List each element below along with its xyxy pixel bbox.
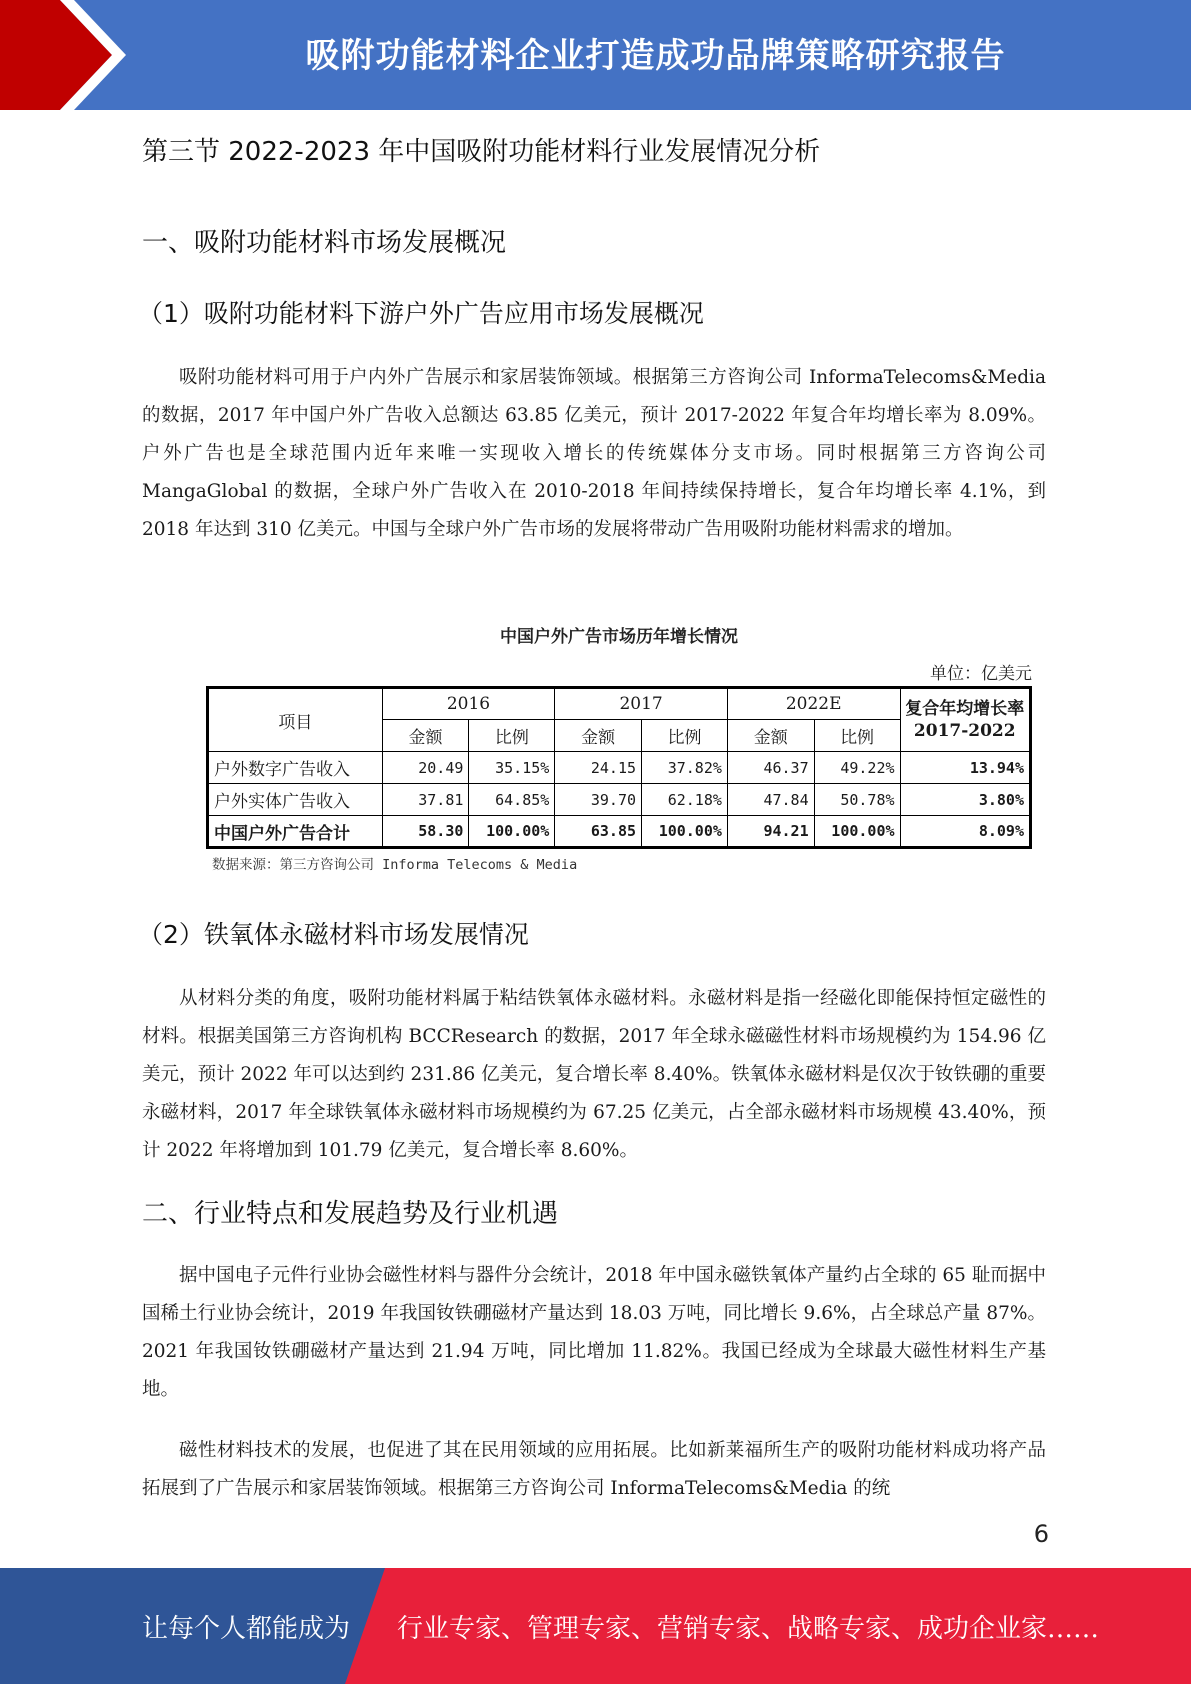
cell-cagr: 13.94%	[900, 752, 1030, 784]
footer-slogan-right: 行业专家、管理专家、营销专家、战略专家、成功企业家……	[397, 1613, 1100, 1644]
cell-value: 46.37	[727, 752, 814, 784]
cell-value: 49.22%	[814, 752, 900, 784]
cell-value: 47.84	[727, 784, 814, 816]
row-label: 户外数字广告收入	[208, 752, 383, 784]
paragraph-outdoor-advertising: 吸附功能材料可用于户内外广告展示和家居装饰领域。根据第三方咨询公司 InformaTelecoms&Media 的数据，2017 年中国户外广告收入总额达 63.85 亿美元，预计 2017-2022 年复合年均增长率为 8.09%。户外广告也是全球范围内近年来唯一实现收入增长的传统媒体分支市场。同时根据第三方咨询公司 MangaGlobal 的数据，全球户外广告收入在 2010-2018 年间持续保持增长，复合年均增长率 4.1%，到 2018 年达到 310 亿美元。中国与全球户外广告市场的发展将带动广告用吸附功能材料需求的增加。	[142, 367, 1046, 540]
cell-value: 100.00%	[469, 816, 555, 848]
cell-value: 94.21	[727, 816, 814, 848]
page-footer	[0, 1568, 1191, 1684]
cell-value: 64.85%	[469, 784, 555, 816]
cell-value: 62.18%	[642, 784, 728, 816]
report-title: 吸附功能材料企业打造成功品牌策略研究报告	[305, 36, 1006, 76]
cell-value: 100.00%	[642, 816, 728, 848]
cell-value: 100.00%	[814, 816, 900, 848]
page-header	[0, 0, 1191, 110]
heading-market-overview: 一、吸附功能材料市场发展概况	[142, 228, 507, 258]
cell-value: 37.81	[382, 784, 469, 816]
header-cagr-label: 复合年均增长率	[905, 699, 1025, 719]
cell-cagr: 3.80%	[900, 784, 1030, 816]
section-title: 第三节 2022-2023 年中国吸附功能材料行业发展情况分析	[142, 137, 821, 167]
header-cagr	[900, 688, 1030, 752]
table-block	[206, 622, 1032, 873]
subheader-ratio: 比例	[814, 720, 900, 752]
table-unit: 单位：亿美元	[930, 664, 1032, 684]
page-number: 6	[1033, 1520, 1049, 1548]
table-row	[208, 752, 1031, 784]
cell-value: 20.49	[382, 752, 469, 784]
cell-value: 37.82%	[642, 752, 728, 784]
cell-value: 50.78%	[814, 784, 900, 816]
table-source: 数据来源：第三方咨询公司 Informa Telecoms & Media	[212, 857, 578, 873]
table-row-total	[208, 816, 1031, 848]
header-chevron-decoration	[0, 0, 150, 110]
cell-value: 58.30	[382, 816, 469, 848]
subheader-ratio: 比例	[469, 720, 555, 752]
table-header-row	[208, 688, 1031, 720]
cell-value: 63.85	[555, 816, 642, 848]
header-cagr-period: 2017-2022	[913, 721, 1016, 741]
subheader-amount: 金额	[727, 720, 814, 752]
row-label: 中国户外广告合计	[208, 816, 383, 848]
paragraph-ferrite-magnet: 从材料分类的角度，吸附功能材料属于粘结铁氧体永磁材料。永磁材料是指一经磁化即能保持恒定磁性的材料。根据美国第三方咨询机构 BCCResearch 的数据，2017 年全球永磁磁性材料市场规模约为 154.96 亿美元，预计 2022 年可以达到约 231.86 亿美元，复合增长率 8.40%。铁氧体永磁材料是仅次于钕铁硼的重要永磁材料，2017 年全球铁氧体永磁材料市场规模约为 67.25 亿美元，占全部永磁材料市场规模 43.40%，预计 2022 年将增加到 101.79 亿美元，复合增长率 8.60%。	[142, 988, 1046, 1161]
cell-value: 39.70	[555, 784, 642, 816]
heading-industry-trends: 二、行业特点和发展趋势及行业机遇	[142, 1199, 559, 1229]
table-row	[208, 784, 1031, 816]
heading-ferrite-magnet: （2）铁氧体永磁材料市场发展情况	[138, 920, 529, 949]
outdoor-ad-growth-table	[206, 686, 1032, 849]
subheader-amount: 金额	[382, 720, 469, 752]
footer-slogan-left: 让每个人都能成为	[142, 1613, 351, 1644]
paragraph-application-expansion: 磁性材料技术的发展，也促进了其在民用领域的应用拓展。比如新莱福所生产的吸附功能材料成功将产品拓展到了广告展示和家居装饰领域。根据第三方咨询公司 InformaTelecoms&Media 的统	[142, 1440, 1046, 1499]
paragraph-production-stats: 据中国电子元件行业协会磁性材料与器件分会统计，2018 年中国永磁铁氧体产量约占全球的 65 耻而据中国稀土行业协会统计，2019 年我国钕铁硼磁材产量达到 18.03 万吨，同比增长 9.6%，占全球总产量 87%。2021 年我国钕铁硼磁材产量达到 21.94 万吨，同比增加 11.82%。我国已经成为全球最大磁性材料生产基地。	[142, 1265, 1046, 1400]
cell-value: 24.15	[555, 752, 642, 784]
row-label: 户外实体广告收入	[208, 784, 383, 816]
subheader-ratio: 比例	[642, 720, 728, 752]
heading-outdoor-advertising: （1）吸附功能材料下游户外广告应用市场发展概况	[138, 299, 704, 328]
header-year: 2017	[555, 688, 728, 720]
header-year: 2016	[382, 688, 555, 720]
header-item: 项目	[208, 688, 383, 752]
header-year: 2022E	[727, 688, 900, 720]
subheader-amount: 金额	[555, 720, 642, 752]
cell-value: 35.15%	[469, 752, 555, 784]
table-title: 中国户外广告市场历年增长情况	[500, 627, 738, 647]
cell-cagr: 8.09%	[900, 816, 1030, 848]
